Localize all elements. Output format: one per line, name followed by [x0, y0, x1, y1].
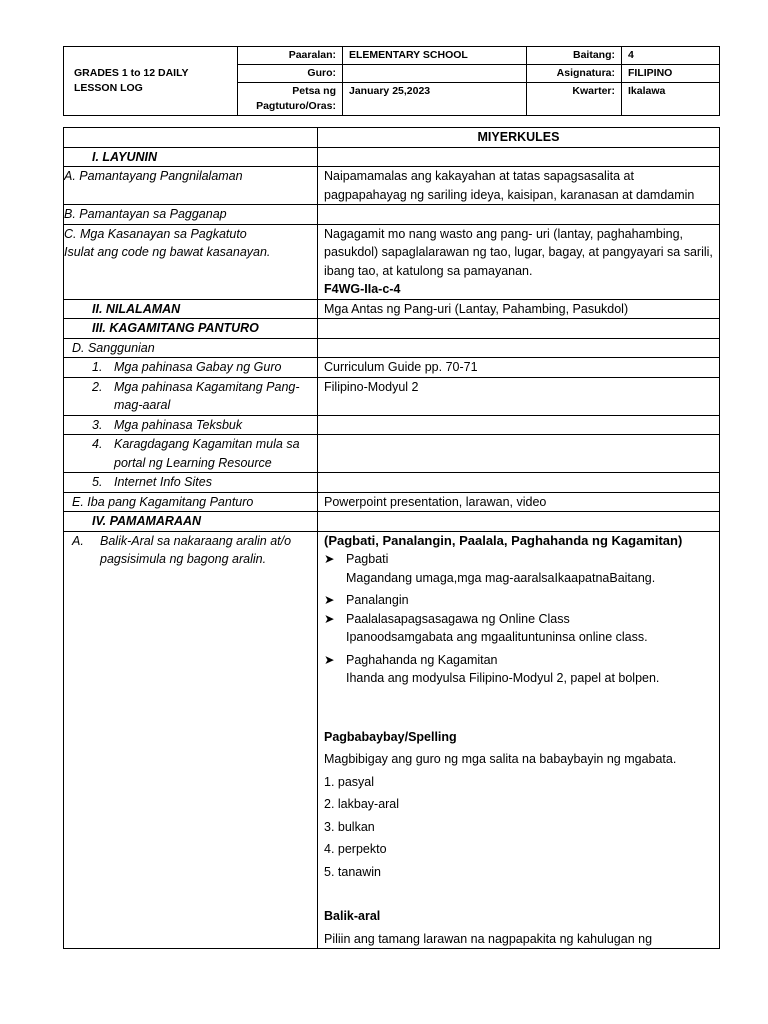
arrow-bullet-icon: ➤: [324, 611, 335, 626]
petsa-label-line2: Pagtuturo/Oras:: [256, 100, 336, 112]
value-kagamitang-pang-mag-aaral: Filipino-Modyul 2: [318, 377, 720, 415]
arrow-bullet-icon: ➤: [324, 552, 335, 566]
value-kasanayan: [318, 224, 720, 299]
empty-cell: [318, 512, 720, 532]
empty-cell: [318, 319, 720, 339]
arrow-bullet-icon: ➤: [324, 652, 335, 667]
value-pamantayang-pangnilalaman: Naipamamalas ang kakayahan at tatas sapagsasalita at pagpapahayag ng sariling ideya, kaisipan, karanasan at damdamin: [318, 167, 720, 205]
value-gabay-guro: Curriculum Guide pp. 70-71: [318, 358, 720, 378]
kasanayan-text: Nagagamit mo nang wasto ang pang- uri (lantay, paghahambing, pasukdol) sapaglalarawan ng tao, lugar, bagay, at pangyayari sa sarili, ibang tao, at katulong sa pamayanan.: [324, 226, 713, 278]
label-kasanayan-line2: Isulat ang code ng bawat kasanayan.: [64, 245, 271, 259]
item-label: Karagdagang Kagamitan mula sa portal ng Learning Resource: [114, 437, 300, 470]
spelling-word: 2. lakbay-aral: [324, 797, 400, 811]
spelling-word: 4. perpekto: [324, 842, 387, 856]
item-label: Internet Info Sites: [114, 475, 212, 489]
header-table: [63, 46, 720, 116]
bullet-paghahanda: Paghahanda ng Kagamitan: [346, 652, 498, 667]
label-gabay-guro: [64, 358, 318, 378]
label-teksbuk: [64, 415, 318, 435]
asignatura-value: FILIPINO: [622, 65, 720, 83]
label-sanggunian: D. Sanggunian: [64, 338, 318, 358]
empty-cell: [318, 435, 720, 473]
asignatura-label: Asignatura:: [527, 65, 622, 83]
label-kasanayan-line1: C. Mga Kasanayan sa Pagkatuto: [64, 226, 247, 241]
spelling-heading: Pagbabaybay/Spelling: [324, 729, 457, 744]
arrow-bullet-icon: ➤: [324, 593, 335, 607]
label-karagdagang-kagamitan: [64, 435, 318, 473]
label-kagamitang-pang-mag-aaral: [64, 377, 318, 415]
empty-cell: [318, 415, 720, 435]
item-number: 4.: [92, 437, 103, 451]
value-iba-pang-kagamitan: Powerpoint presentation, larawan, video: [318, 492, 720, 512]
lesson-table: [63, 127, 720, 949]
balik-aral-text: Piliin ang tamang larawan na nagpapakita ng kahulugan ng: [324, 931, 653, 946]
baitang-label: Baitang:: [527, 47, 622, 65]
paaralan-label: Paaralan:: [238, 47, 343, 65]
spelling-text: Magbibigay ang guro ng mga salita na babaybayin ng mgabata.: [324, 752, 677, 766]
petsa-value: January 25,2023: [343, 83, 527, 116]
guro-value: [343, 65, 527, 83]
petsa-label: [238, 83, 343, 116]
paaralan-value: ELEMENTARY SCHOOL: [343, 47, 527, 65]
label-iba-pang-kagamitan: E. Iba pang Kagamitang Panturo: [64, 492, 318, 512]
guro-label: Guro:: [238, 65, 343, 83]
kwarter-value: Ikalawa: [622, 83, 720, 116]
label-internet-info-sites: [64, 473, 318, 493]
kasanayan-code: F4WG-IIa-c-4: [324, 282, 401, 296]
section-pamamaraan: IV. PAMAMARAAN: [64, 512, 318, 532]
item-label: Balik-Aral sa nakaraang aralin at/o pagsisimula ng bagong aralin.: [100, 533, 292, 566]
section-layunin: I. LAYUNIN: [64, 147, 318, 167]
spelling-word: 3. bulkan: [324, 819, 375, 834]
label-pamantayang-pangnilalaman: A. Pamantayang Pangnilalaman: [64, 167, 318, 205]
empty-cell: [318, 338, 720, 358]
empty-cell: [318, 473, 720, 493]
kwarter-label: Kwarter:: [527, 83, 622, 116]
section-nilalaman: II. NILALAMAN: [64, 299, 318, 319]
pagbati-text: Magandang umaga,mga mag-aaralsaIkaapatnaBaitang.: [346, 570, 656, 585]
item-number: 3.: [92, 417, 103, 432]
section-kagamitang-panturo: III. KAGAMITANG PANTURO: [64, 319, 318, 339]
item-number: A.: [72, 533, 84, 548]
value-balik-aral: [318, 531, 720, 949]
title-line1: GRADES 1 to 12 DAILY: [74, 67, 189, 79]
procedure-heading: (Pagbati, Panalangin, Paalala, Paghahanda ng Kagamitan): [324, 532, 683, 548]
bullet-paalala: Paalalasapagsasagawa ng Online Class: [346, 611, 570, 626]
label-pamantayan-pagganap: B. Pamantayan sa Pagganap: [64, 205, 318, 225]
spelling-word: 1. pasyal: [324, 774, 375, 789]
item-number: 5.: [92, 475, 103, 489]
lesson-log-title: [64, 47, 238, 116]
baitang-value: 4: [622, 47, 720, 65]
value-nilalaman: Mga Antas ng Pang-uri (Lantay, Pahambing, Pasukdol): [318, 299, 720, 319]
spelling-word: 5. tanawin: [324, 864, 381, 879]
item-number: 1.: [92, 360, 103, 374]
item-number: 2.: [92, 379, 103, 394]
title-line2: LESSON LOG: [74, 82, 143, 94]
label-balik-aral: [64, 531, 318, 949]
balik-aral-heading: Balik-aral: [324, 909, 381, 923]
paalala-text: Ipanoodsamgabata ang mgaalituntuninsa online class.: [346, 630, 648, 644]
item-label: Mga pahinasa Teksbuk: [114, 417, 243, 432]
bullet-pagbati: Pagbati: [346, 552, 389, 566]
petsa-label-line1: Petsa ng: [292, 85, 336, 97]
day-header: MIYERKULES: [318, 128, 720, 148]
empty-cell: [318, 147, 720, 167]
empty-cell: [64, 128, 318, 148]
label-kasanayan: [64, 224, 318, 299]
empty-cell: [318, 205, 720, 225]
paghahanda-text: Ihanda ang modyulsa Filipino-Modyul 2, papel at bolpen.: [346, 671, 660, 685]
bullet-panalangin: Panalangin: [346, 593, 409, 607]
item-label: Mga pahinasa Kagamitang Pang-mag-aaral: [114, 379, 300, 412]
item-label: Mga pahinasa Gabay ng Guro: [114, 360, 282, 374]
